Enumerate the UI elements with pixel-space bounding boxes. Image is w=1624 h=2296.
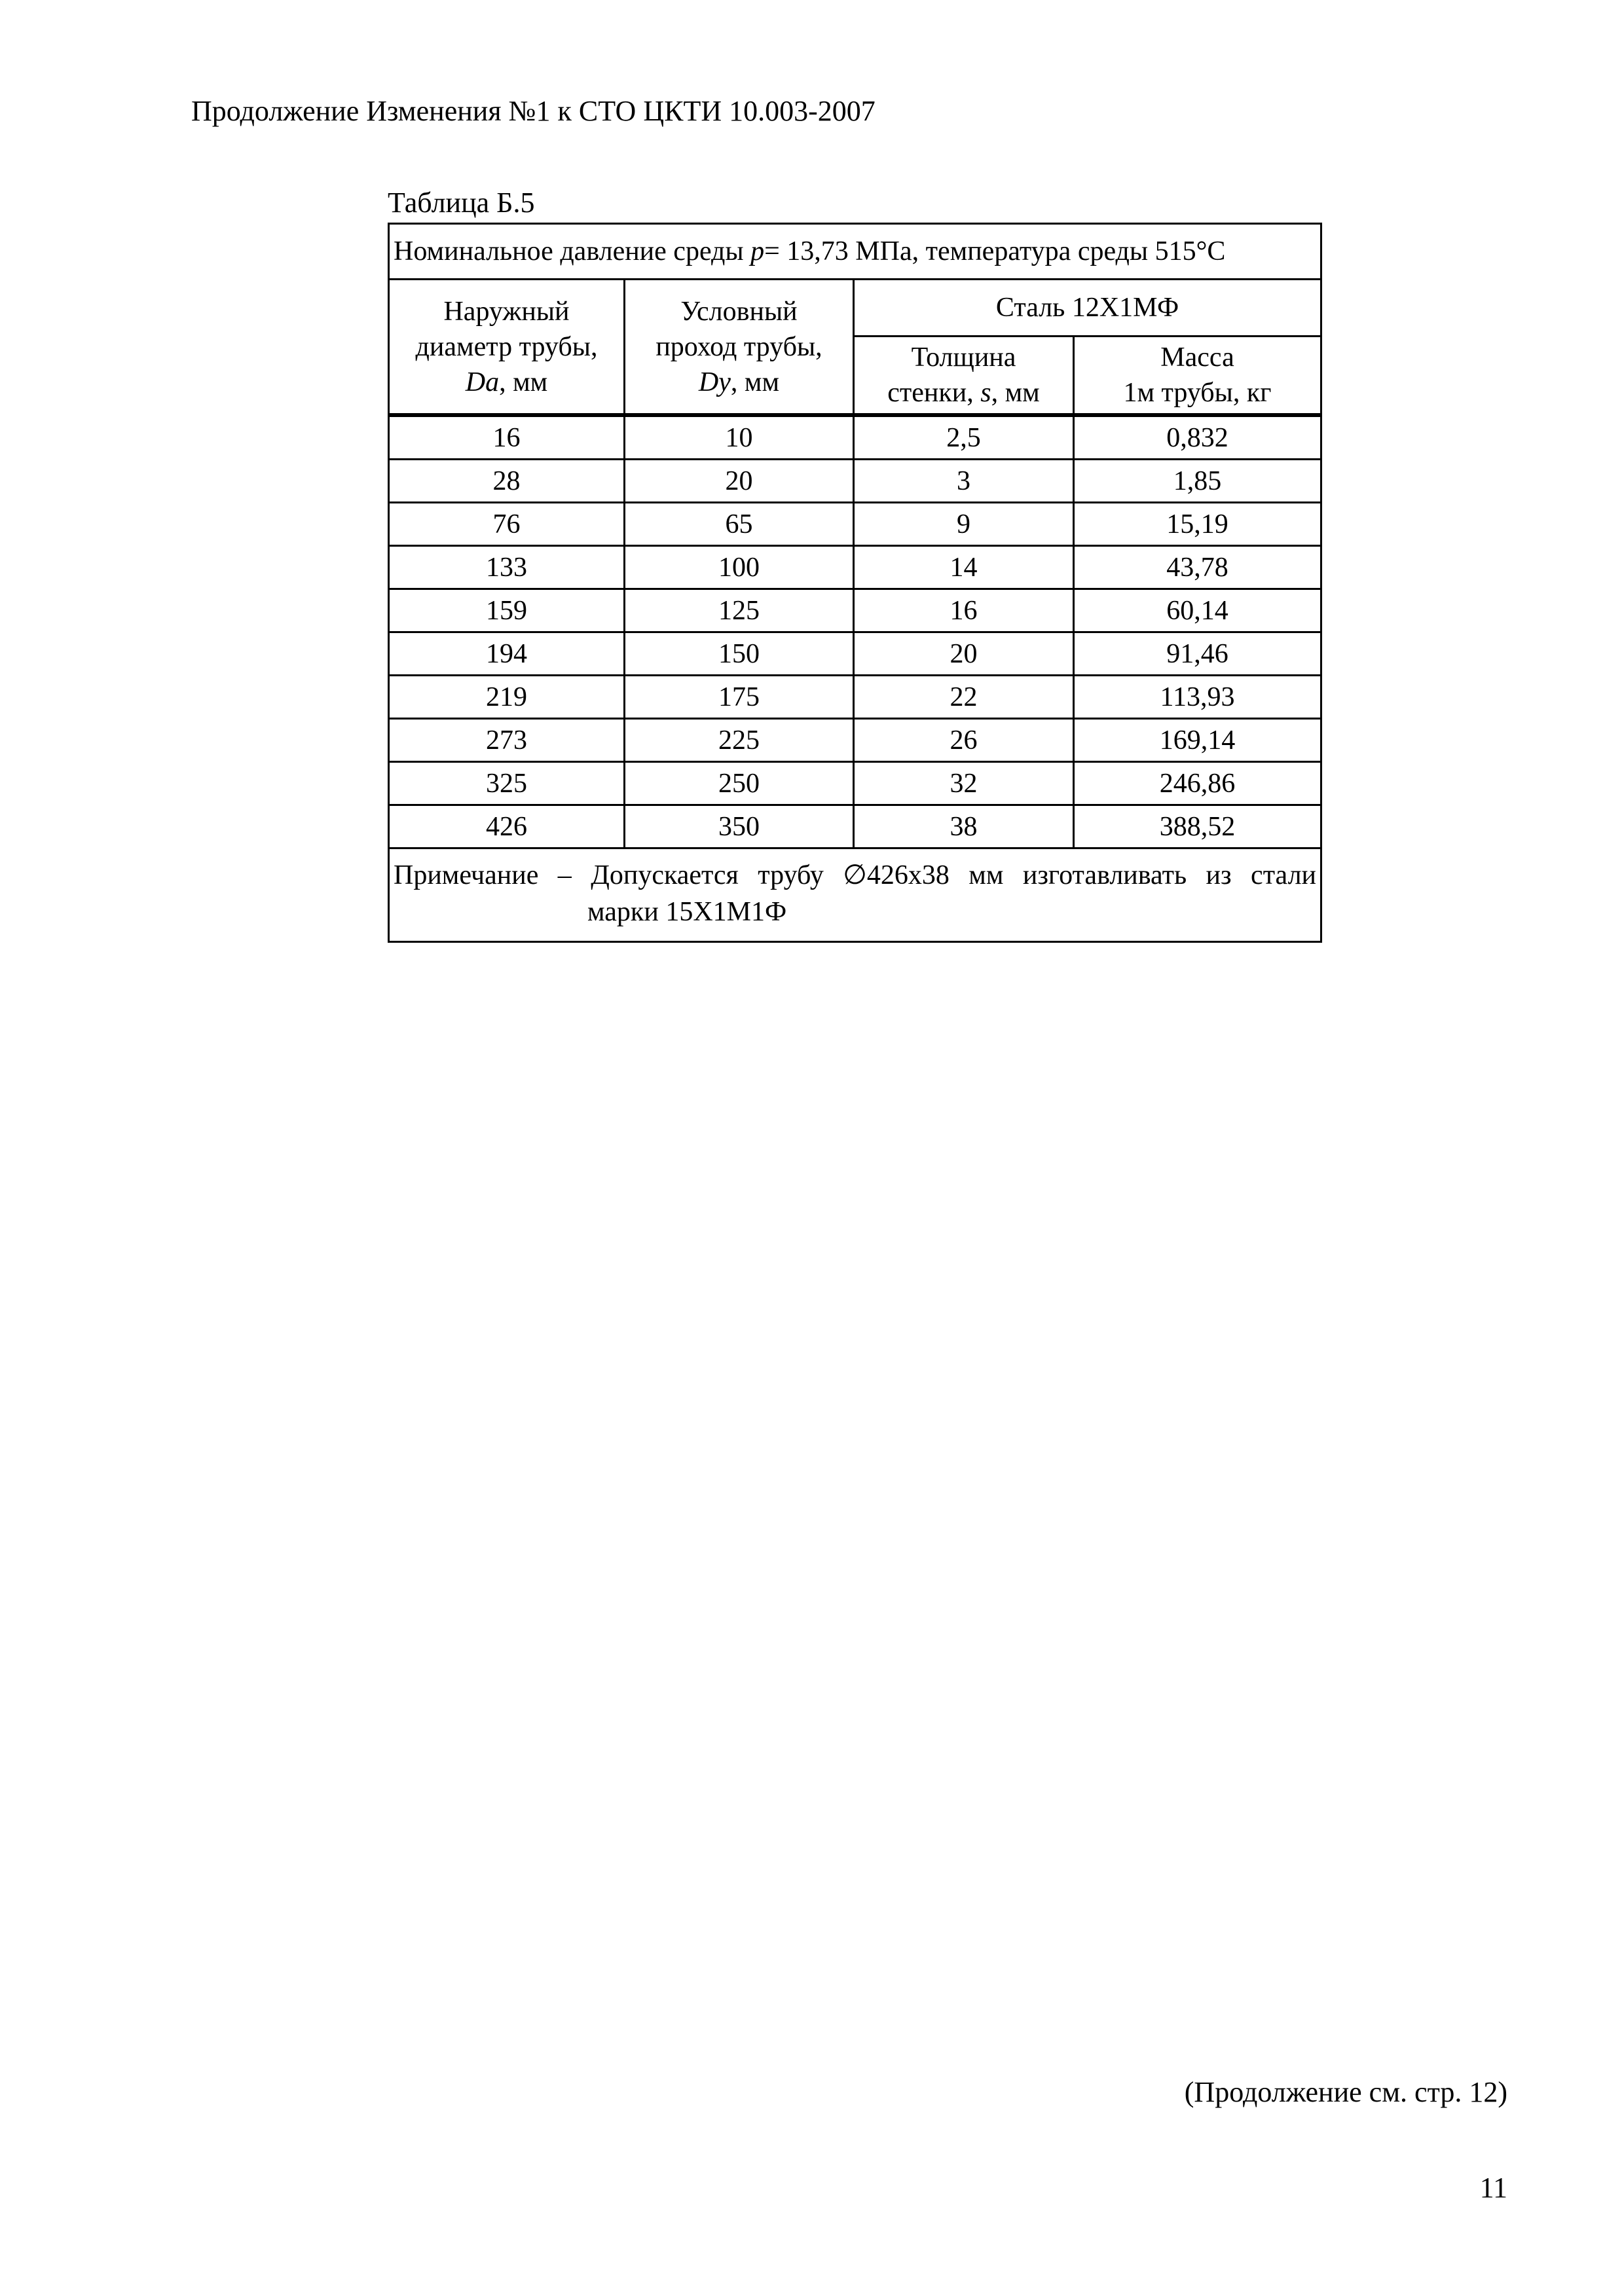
header-wall-thickness-unit: , мм [991,378,1040,408]
cell-wall-thickness: 22 [854,676,1074,719]
cell-mass: 91,46 [1074,632,1321,676]
cell-wall-thickness: 32 [854,762,1074,805]
cell-mass: 388,52 [1074,805,1321,848]
cell-outer-diameter: 194 [389,632,625,676]
table-note [389,848,1321,942]
table-row [389,762,1321,805]
table-row [389,719,1321,762]
cell-outer-diameter: 273 [389,719,625,762]
header-outer-diameter [389,280,625,416]
note-row [389,848,1321,942]
table-row [389,503,1321,546]
cell-outer-diameter: 219 [389,676,625,719]
cell-wall-thickness: 9 [854,503,1074,546]
cell-wall-thickness: 16 [854,589,1074,632]
table-row [389,460,1321,503]
header-mass-line2: 1м трубы, кг [1123,378,1272,408]
cell-nominal-bore: 10 [625,415,854,460]
cell-nominal-bore: 350 [625,805,854,848]
table-row [389,805,1321,848]
cell-outer-diameter: 133 [389,546,625,589]
cell-nominal-bore: 250 [625,762,854,805]
header-outer-diameter-line1: Наружный [443,296,570,327]
header-outer-diameter-symbol: Da [465,367,500,397]
cell-nominal-bore: 100 [625,546,854,589]
cell-wall-thickness: 2,5 [854,415,1074,460]
cell-mass: 60,14 [1074,589,1321,632]
cell-mass: 43,78 [1074,546,1321,589]
conditions-prefix: Номинальное давление среды [394,236,751,266]
cell-wall-thickness: 38 [854,805,1074,848]
cell-wall-thickness: 20 [854,632,1074,676]
cell-mass: 169,14 [1074,719,1321,762]
cell-wall-thickness: 26 [854,719,1074,762]
cell-outer-diameter: 28 [389,460,625,503]
note-line-2: марки 15Х1М1Ф [587,897,787,927]
conditions-cell [389,224,1321,280]
document-header: Продолжение Изменения №1 к СТО ЦКТИ 10.003-2007 [191,95,876,127]
header-wall-thickness-prefix: стенки, [887,378,981,408]
pipe-spec-table [388,223,1322,943]
table-row [389,546,1321,589]
cell-mass: 0,832 [1074,415,1321,460]
header-nominal-bore-symbol: Dy [698,367,731,397]
cell-mass: 1,85 [1074,460,1321,503]
header-row [389,280,1321,337]
cell-outer-diameter: 426 [389,805,625,848]
header-wall-thickness-line1: Толщина [911,342,1016,373]
header-wall-thickness [854,337,1074,416]
cell-mass: 246,86 [1074,762,1321,805]
cell-outer-diameter: 16 [389,415,625,460]
header-nominal-bore [625,280,854,416]
header-mass-line1: Масса [1160,342,1234,373]
cell-nominal-bore: 65 [625,503,854,546]
cell-wall-thickness: 14 [854,546,1074,589]
header-outer-diameter-unit: , мм [499,367,548,397]
pressure-symbol: p [750,236,765,266]
header-outer-diameter-line2: диаметр трубы, [415,331,598,362]
cell-outer-diameter: 159 [389,589,625,632]
header-nominal-bore-unit: , мм [730,367,780,397]
table-row [389,589,1321,632]
table-row [389,676,1321,719]
cell-wall-thickness: 3 [854,460,1074,503]
header-nominal-bore-line2: проход трубы, [655,331,822,362]
cell-outer-diameter: 325 [389,762,625,805]
cell-nominal-bore: 225 [625,719,854,762]
table-row [389,632,1321,676]
note-line-1: Примечание – Допускается трубу ∅426х38 мм изготавливать из стали [394,860,1317,890]
cell-mass: 113,93 [1074,676,1321,719]
header-wall-thickness-symbol: s [980,378,991,408]
header-steel-grade: Сталь 12Х1МФ [854,280,1321,337]
cell-nominal-bore: 175 [625,676,854,719]
table-row [389,415,1321,460]
conditions-suffix: = 13,73 МПа, температура среды 515°С [764,236,1226,266]
cell-outer-diameter: 76 [389,503,625,546]
cell-nominal-bore: 150 [625,632,854,676]
cell-nominal-bore: 20 [625,460,854,503]
continuation-note: (Продолжение см. стр. 12) [1184,2076,1507,2108]
cell-nominal-bore: 125 [625,589,854,632]
header-nominal-bore-line1: Условный [680,296,798,327]
page-number: 11 [1479,2172,1507,2204]
table-caption: Таблица Б.5 [388,187,535,219]
conditions-row [389,224,1321,280]
header-mass [1074,337,1321,416]
cell-mass: 15,19 [1074,503,1321,546]
